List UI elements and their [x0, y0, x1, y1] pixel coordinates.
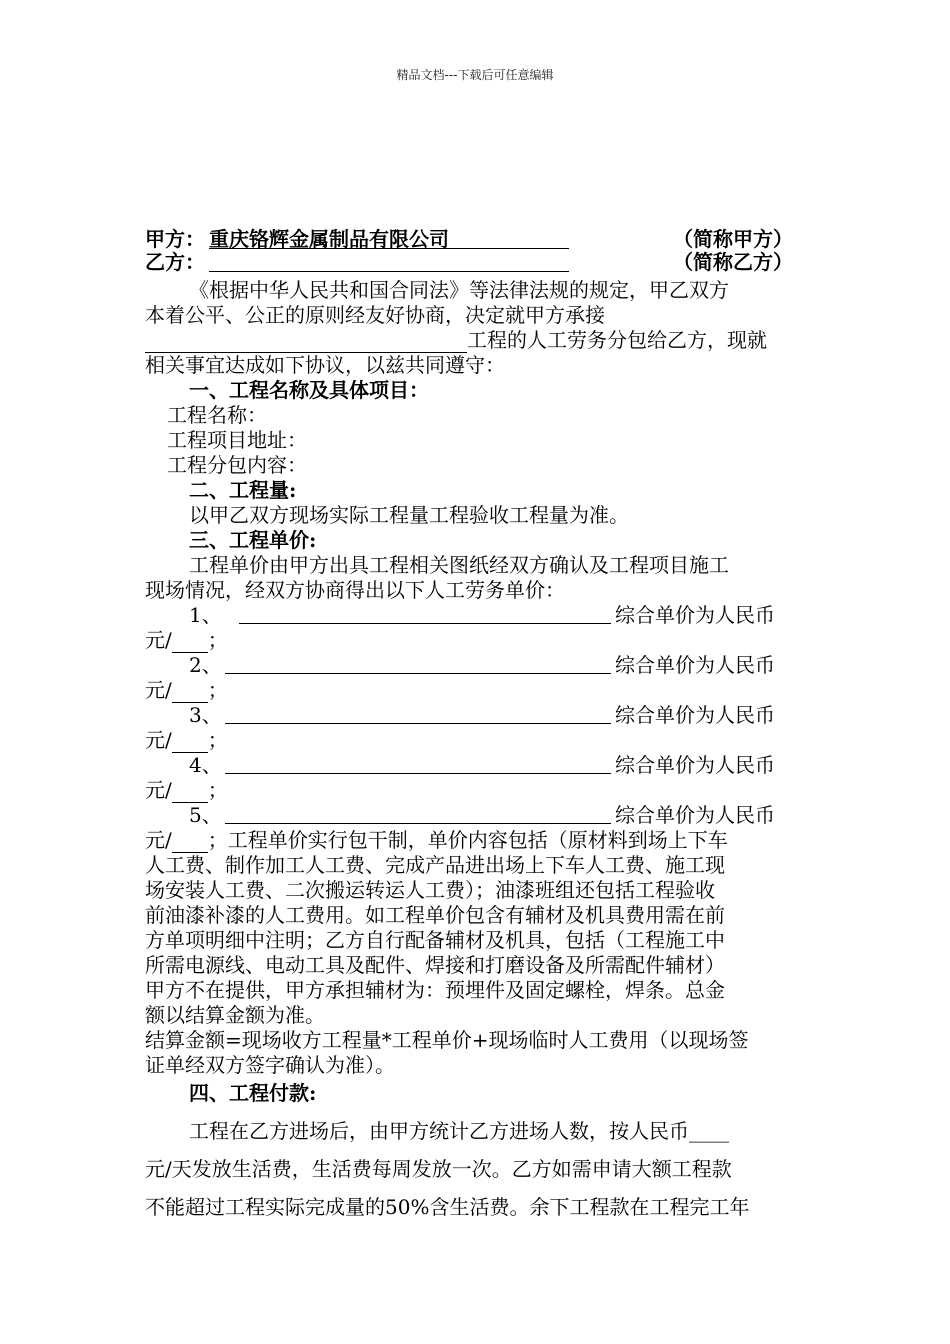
price-item-number: 5、 [189, 803, 222, 827]
watermark-header: 精品文档---下载后可任意编辑 [396, 68, 554, 82]
section-4-title: 四、工程付款: [189, 1081, 317, 1105]
price-item-2 [145, 653, 810, 678]
price-item-2-unit: 元/ ； [145, 678, 228, 702]
price-item-5-unit: 元/ ；工程单价实行包干制，单价内容包括（原材料到场上下车 [145, 828, 728, 852]
price-item-blank [225, 753, 611, 774]
party-b-short: （简称乙方） [673, 250, 793, 274]
pricing-paragraph-line: 前油漆补漆的人工费用。如工程单价包含有辅材及机具费用需在前 [145, 903, 725, 927]
price-item-suffix: 综合单价为人民币 [615, 703, 775, 727]
price-item-suffix: 综合单价为人民币 [615, 803, 775, 827]
section-3-line-1: 工程单价由甲方出具工程相关图纸经双方确认及工程项目施工 [189, 553, 729, 577]
price-item-suffix: 综合单价为人民币 [615, 603, 775, 627]
section-4-line-2: 元/天发放生活费，生活费每周发放一次。乙方如需申请大额工程款 [145, 1157, 732, 1181]
price-item-blank [225, 803, 611, 824]
pricing-paragraph-line: 人工费、制作加工人工费、完成产品进出场上下车人工费、施工现 [145, 853, 725, 877]
intro-line-1: 《根据中华人民共和国合同法》等法律法规的规定，甲乙双方 [189, 278, 729, 302]
section-4-line-1: 工程在乙方进场后，由甲方统计乙方进场人数，按人民币____ [189, 1119, 729, 1143]
intro-line-2: 本着公平、公正的原则经友好协商，决定就甲方承接 [145, 303, 605, 327]
price-item-number: 1、 [189, 603, 222, 627]
pricing-paragraph-line: 甲方不在提供，甲方承担辅材为：预埋件及固定螺栓，焊条。总金 [145, 978, 725, 1002]
settlement-formula-line: 结算金额=现场收方工程量*工程单价+现场临时人工费用（以现场签 [145, 1028, 749, 1052]
party-a-short: （简称甲方） [673, 227, 793, 251]
price-item-suffix: 综合单价为人民币 [615, 753, 775, 777]
price-item-3 [145, 703, 810, 728]
price-item-blank [225, 653, 611, 674]
section-2-text: 以甲乙双方现场实际工程量工程验收工程量为准。 [189, 503, 629, 527]
project-blank-line [145, 332, 467, 353]
price-item-4-unit: 元/ ； [145, 778, 228, 802]
price-item-5 [145, 803, 810, 828]
intro-line-4: 相关事宜达成如下协议，以兹共同遵守： [145, 353, 505, 377]
pricing-paragraph-line: 方单项明细中注明；乙方自行配备辅材及机具，包括（工程施工中 [145, 928, 725, 952]
intro-line-3: 工程的人工劳务分包给乙方，现就 [145, 328, 810, 353]
price-item-1 [145, 603, 810, 628]
section-3-line-2: 现场情况，经双方协商得出以下人工劳务单价： [145, 578, 565, 602]
settlement-formula-line: 证单经双方签字确认为准）。 [145, 1053, 395, 1077]
section-1-title: 一、工程名称及具体项目： [189, 378, 429, 402]
pricing-paragraph-line: 场安装人工费、二次搬运转运人工费）；油漆班组还包括工程验收 [145, 878, 715, 902]
pricing-paragraph-line: 额以结算金额为准。 [145, 1003, 325, 1027]
party-b-name-line [209, 251, 569, 272]
section-2-title: 二、工程量: [189, 478, 297, 502]
project-name-field: 工程名称： [167, 403, 267, 427]
price-item-1-unit: 元/ ； [145, 628, 228, 652]
price-item-number: 4、 [189, 753, 222, 777]
price-item-3-unit: 元/ ； [145, 728, 228, 752]
price-item-4 [145, 753, 810, 778]
party-a-row [145, 228, 810, 251]
party-a-name: 重庆铬辉金属制品有限公司 [209, 227, 449, 251]
contract-body [145, 228, 810, 1226]
price-item-number: 2、 [189, 653, 222, 677]
section-4-line-3: 不能超过工程实际完成量的50%含生活费。余下工程款在工程完工年 [145, 1195, 750, 1219]
project-content-field: 工程分包内容： [167, 453, 307, 477]
price-item-blank [239, 603, 611, 624]
price-item-number: 3、 [189, 703, 222, 727]
section-3-title: 三、工程单价: [189, 528, 317, 552]
project-address-field: 工程项目地址： [167, 428, 307, 452]
party-b-row [145, 251, 810, 274]
party-b-label: 乙方： [145, 250, 205, 274]
pricing-paragraph-line: 所需电源线、电动工具及配件、焊接和打磨设备及所需配件辅材） [145, 953, 725, 977]
price-item-blank [225, 703, 611, 724]
price-item-suffix: 综合单价为人民币 [615, 653, 775, 677]
party-a-label: 甲方： [145, 227, 205, 251]
